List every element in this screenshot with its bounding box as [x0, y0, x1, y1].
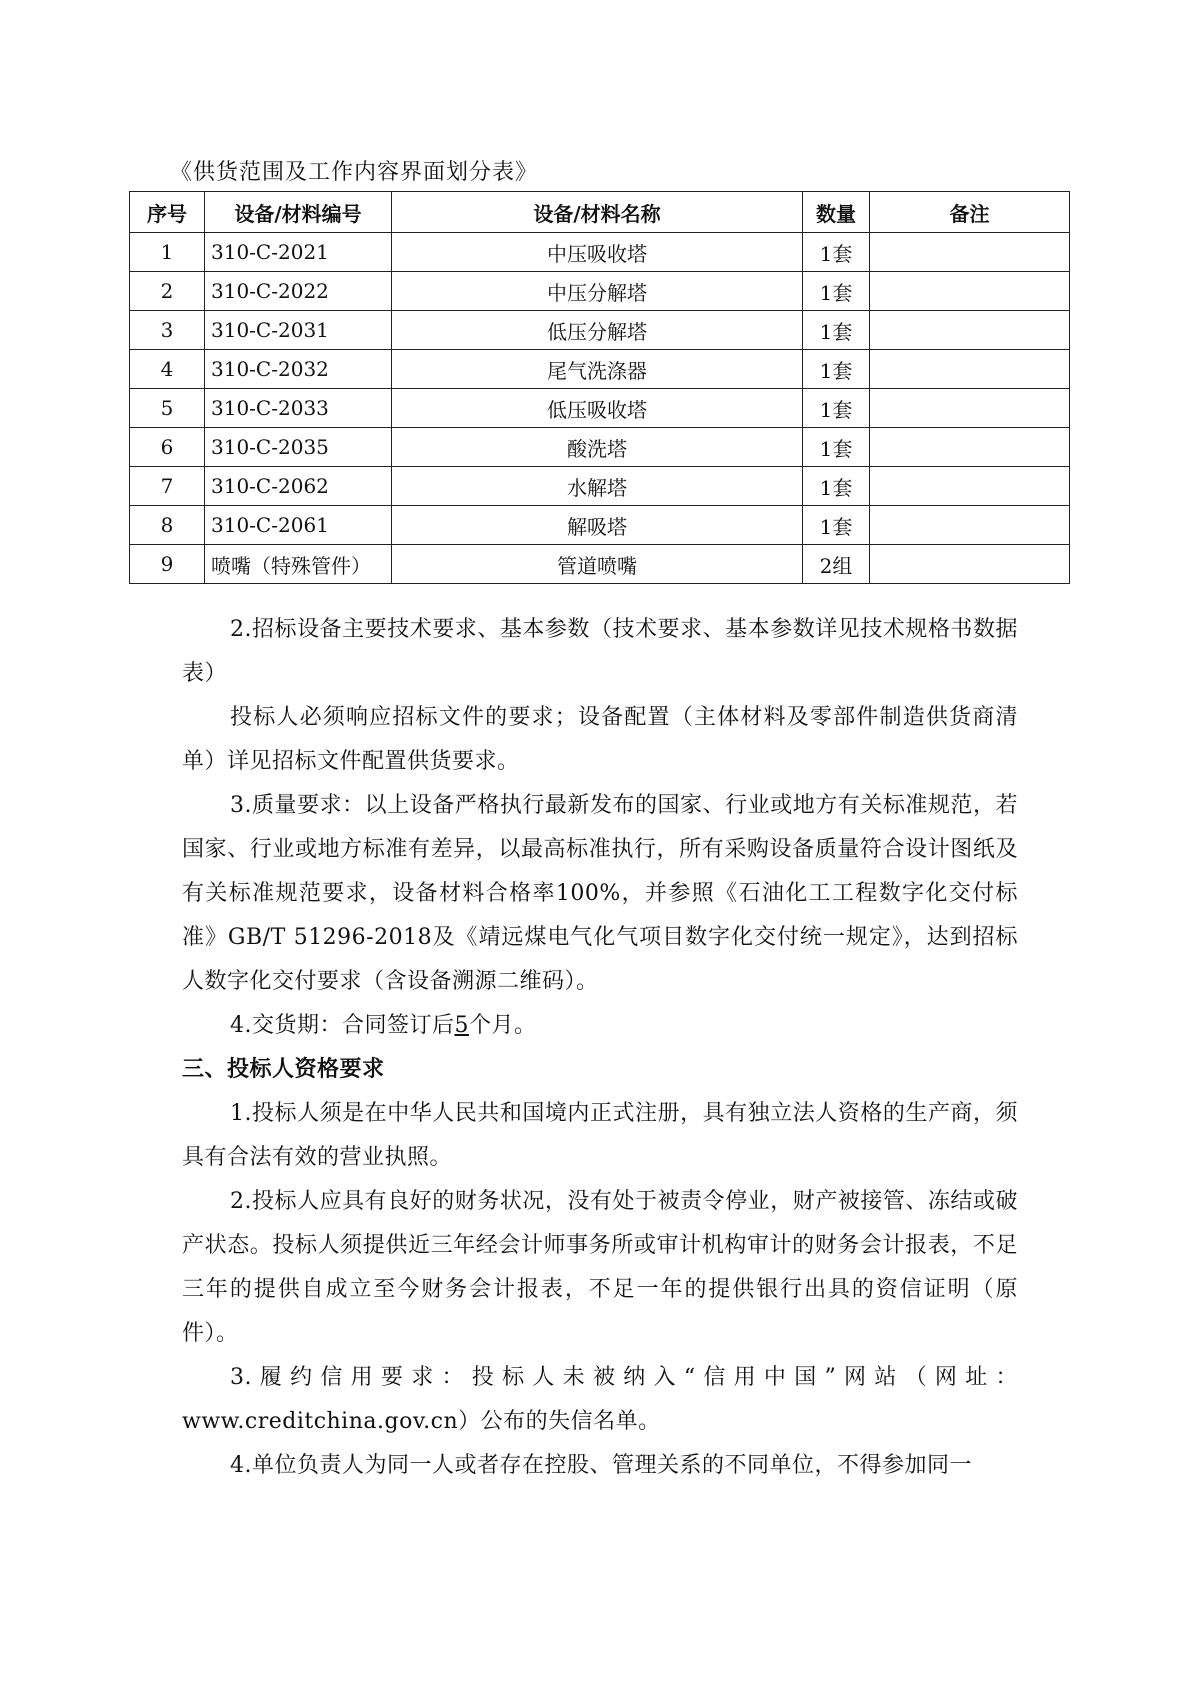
- section-heading-qualification: 三、投标人资格要求: [182, 1057, 385, 1082]
- cell-name: 中压分解塔: [392, 272, 803, 311]
- cell-qty: 1套: [803, 350, 870, 389]
- header-seq: 序号: [130, 192, 205, 233]
- cell-qty: 1套: [803, 311, 870, 350]
- document-body: [182, 608, 1018, 1488]
- cell-remark: [870, 272, 1070, 311]
- header-code: 设备/材料编号: [205, 192, 392, 233]
- cell-name: 酸洗塔: [392, 428, 803, 467]
- table-row: [130, 389, 1070, 428]
- cell-remark: [870, 545, 1070, 584]
- cell-seq: 3: [130, 311, 205, 350]
- table-row: [130, 311, 1070, 350]
- table-row: [130, 233, 1070, 272]
- cell-seq: 2: [130, 272, 205, 311]
- cell-seq: 5: [130, 389, 205, 428]
- paragraph-qualification-3-line1: 3.履约信用要求：投标人未被纳入“信用中国”网站（网址：: [230, 1365, 1018, 1390]
- cell-remark: [870, 428, 1070, 467]
- cell-remark: [870, 467, 1070, 506]
- cell-code: 310-C-2021: [205, 233, 392, 272]
- paragraph-bidder-response: 投标人必须响应招标文件的要求；设备配置（主体材料及零部件制造供货商清单）详见招标文件配置供货要求。: [182, 705, 1018, 774]
- cell-code: 310-C-2061: [205, 506, 392, 545]
- cell-remark: [870, 350, 1070, 389]
- table-row: [130, 506, 1070, 545]
- cell-qty: 1套: [803, 272, 870, 311]
- cell-seq: 1: [130, 233, 205, 272]
- cell-remark: [870, 506, 1070, 545]
- cell-code: 310-C-2033: [205, 389, 392, 428]
- cell-seq: 7: [130, 467, 205, 506]
- delivery-months: 5: [454, 1013, 469, 1038]
- paragraph-delivery: [182, 1004, 1018, 1048]
- table-row: [130, 350, 1070, 389]
- cell-qty: 2组: [803, 545, 870, 584]
- cell-code: 310-C-2031: [205, 311, 392, 350]
- cell-remark: [870, 233, 1070, 272]
- cell-seq: 6: [130, 428, 205, 467]
- cell-name: 低压分解塔: [392, 311, 803, 350]
- cell-code: 310-C-2032: [205, 350, 392, 389]
- header-qty: 数量: [803, 192, 870, 233]
- cell-code: 310-C-2062: [205, 467, 392, 506]
- cell-remark: [870, 389, 1070, 428]
- cell-remark: [870, 311, 1070, 350]
- cell-qty: 1套: [803, 389, 870, 428]
- cell-qty: 1套: [803, 428, 870, 467]
- table-row: [130, 467, 1070, 506]
- table-caption: 《供货范围及工作内容界面划分表》: [170, 160, 539, 185]
- cell-name: 管道喷嘴: [392, 545, 803, 584]
- delivery-suffix: 个月。: [469, 1013, 537, 1038]
- cell-seq: 8: [130, 506, 205, 545]
- cell-name: 中压吸收塔: [392, 233, 803, 272]
- delivery-prefix: 4.交货期：合同签订后: [230, 1013, 455, 1038]
- table-row: [130, 272, 1070, 311]
- cell-name: 低压吸收塔: [392, 389, 803, 428]
- supply-scope-table: [129, 191, 1070, 584]
- cell-code: 310-C-2022: [205, 272, 392, 311]
- cell-seq: 4: [130, 350, 205, 389]
- table-row: [130, 545, 1070, 584]
- cell-seq: 9: [130, 545, 205, 584]
- cell-qty: 1套: [803, 467, 870, 506]
- header-remark: 备注: [870, 192, 1070, 233]
- cell-qty: 1套: [803, 233, 870, 272]
- cell-name: 解吸塔: [392, 506, 803, 545]
- header-name: 设备/材料名称: [392, 192, 803, 233]
- paragraph-qualification-2: 2.投标人应具有良好的财务状况，没有处于被责令停业，财产被接管、冻结或破产状态。投标人须提供近三年经会计师事务所或审计机构审计的财务会计报表，不足三年的提供自成立至今财务会计报表，不足一年的提供银行出具的资信证明（原件）。: [182, 1189, 1018, 1346]
- cell-code: 310-C-2035: [205, 428, 392, 467]
- cell-code: 喷嘴（特殊管件）: [205, 545, 392, 584]
- paragraph-qualification-3-line2: www.creditchina.gov.cn）公布的失信名单。: [182, 1409, 661, 1434]
- table-row: [130, 428, 1070, 467]
- paragraph-tech-requirements: 2.招标设备主要技术要求、基本参数（技术要求、基本参数详见技术规格书数据表）: [182, 617, 1018, 686]
- paragraph-qualification-1: 1.投标人须是在中华人民共和国境内正式注册，具有独立法人资格的生产商，须具有合法有效的营业执照。: [182, 1101, 1018, 1170]
- cell-name: 尾气洗涤器: [392, 350, 803, 389]
- paragraph-quality: 3.质量要求：以上设备严格执行最新发布的国家、行业或地方有关标准规范，若国家、行业或地方标准有差异，以最高标准执行，所有采购设备质量符合设计图纸及有关标准规范要求，设备材料合格率100%，并参照《石油化工工程数字化交付标准》GB/T 51296-2018及《靖远煤电气化气项目数字化交付统一规定》，达到招标人数字化交付要求（含设备溯源二维码）。: [182, 793, 1018, 994]
- table-header-row: [130, 192, 1070, 233]
- cell-qty: 1套: [803, 506, 870, 545]
- cell-name: 水解塔: [392, 467, 803, 506]
- paragraph-qualification-4: 4.单位负责人为同一人或者存在控股、管理关系的不同单位，不得参加同一: [230, 1453, 972, 1478]
